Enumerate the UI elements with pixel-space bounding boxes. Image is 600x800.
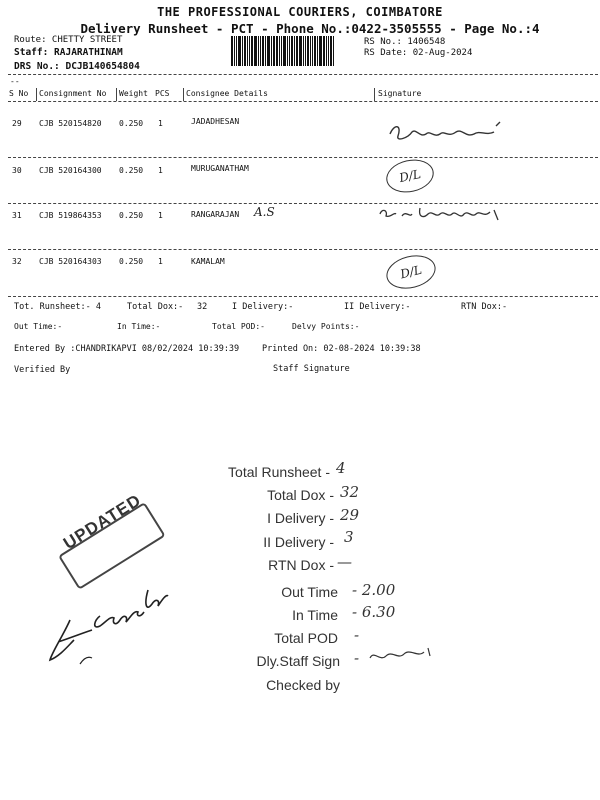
row-sno: 30 [12,166,22,175]
signature-scribble [376,204,506,228]
note-total-pod-value: - [354,626,360,644]
note-rtn-dox-value: — [337,553,352,571]
row-consignee: JADADHESAN [191,117,240,126]
divider [8,101,598,102]
barcode-bar [251,36,253,66]
barcode-bar [231,36,233,66]
company-title: THE PROFESSIONAL COURIERS, COIMBATORE [157,5,443,19]
barcode-bar [254,36,257,66]
barcode-bar [258,36,259,66]
barcode-image [231,36,354,66]
handwritten-signature [40,560,200,670]
barcode-bar [303,36,304,66]
row-consignment: CJB 520164300 [39,166,102,175]
barcode-bar [291,36,293,66]
barcode-bar [260,36,261,66]
barcode-bar [244,36,246,66]
row-pcs: 1 [158,119,163,128]
note-ii-delivery-label: II Delivery - [263,534,334,550]
row-sno: 32 [12,257,22,266]
barcode-bar [326,36,327,66]
barcode-bar [238,36,241,66]
note-total-runsheet-label: Total Runsheet - [228,464,330,480]
barcode-bar [249,36,250,66]
barcode-bar [296,36,298,66]
note-total-pod-label: Total POD [274,630,338,646]
staff-signature-scribble [366,644,436,666]
barcode-bar [247,36,248,66]
rs-date: RS Date: 02-Aug-2024 [364,48,473,58]
signature-circle-text: D/L [398,262,424,282]
divider [8,203,598,204]
barcode-bar [271,36,272,66]
barcode-bar [283,36,286,66]
column-separator [183,88,184,101]
i-delivery: I Delivery:- [232,302,294,312]
row-pcs: 1 [158,166,163,175]
note-total-dox-value: 32 [340,483,360,501]
barcode-bar [294,36,295,66]
route-text: Route: CHETTY STREET [14,35,123,45]
ii-delivery: II Delivery:- [344,302,411,312]
row-consignment: CJB 520154820 [39,119,102,128]
row-consignee: KAMALAM [191,257,225,266]
total-pod: Total POD:- [212,322,265,331]
note-i-delivery-value: 29 [340,506,360,524]
divider [8,249,598,250]
row-weight: 0.250 [119,257,144,266]
column-header-consignment: Consignment No [39,89,107,98]
rtn-dox: RTN Dox:- [461,302,508,312]
column-header-sno: S No [9,89,29,98]
row-weight: 0.250 [119,211,144,220]
signature-circle-text: D/L [397,166,423,186]
total-dox-value: 32 [197,302,208,312]
signature-circle-stamp [383,155,437,196]
consignee-handwritten-initials: A.S [254,205,275,219]
barcode-bar [305,36,306,66]
note-staff-sign-value: - [354,649,360,667]
barcode-bar [312,36,313,66]
updated-stamp: UPDATED [60,490,145,554]
column-header-consignee: Consignee Details [186,89,268,98]
note-out-time-value: - 2.00 [352,581,396,599]
entered-by: Entered By :CHANDRIKAPVI 08/02/2024 10:39:39 [14,344,240,354]
note-rtn-dox-label: RTN Dox - [268,557,334,573]
note-ii-delivery-value: 3 [344,528,354,546]
divider [8,74,598,75]
row-sno: 31 [12,211,22,220]
row-pcs: 1 [158,211,163,220]
row-consignee: RANGARAJAN [191,210,240,219]
column-separator [374,88,375,101]
staff-text: Staff: RAJARATHINAM [14,47,123,58]
note-staff-sign-label: Dly.Staff Sign [256,653,340,669]
barcode-bar [319,36,322,66]
barcode-bar [330,36,332,66]
row-weight: 0.250 [119,166,144,175]
note-checked-by-label: Checked by [266,677,340,693]
signature-circle-stamp [383,250,439,293]
total-dox-label: Total Dox:- [127,302,184,312]
column-separator [116,88,117,101]
verified-by: Verified By [14,365,71,375]
rs-number: RS No.: 1406548 [364,37,446,47]
column-header-signature: Signature [378,89,422,98]
runsheet-subtitle: Delivery Runsheet - PCT - Phone No.:0422-3505555 - Page No.:4 [80,21,540,36]
note-total-runsheet-value: 4 [336,459,346,477]
in-time: In Time:- [117,322,161,331]
tot-runsheet: Tot. Runsheet:- 4 [14,302,101,312]
row-sno: 29 [12,119,22,128]
barcode-bar [242,36,243,66]
barcode-bar [267,36,270,66]
barcode-bar [299,36,302,66]
barcode-bar [289,36,290,66]
barcode-bar [333,36,334,66]
row-pcs: 1 [158,257,163,266]
row-consignment: CJB 519864353 [39,211,102,220]
staff-signature-label: Staff Signature [273,364,350,374]
divider [8,157,598,158]
signature-scribble [386,120,516,146]
barcode-bar [273,36,275,66]
note-total-dox-label: Total Dox - [267,487,334,503]
barcode-bar [265,36,266,66]
barcode-bar [276,36,278,66]
column-header-weight: Weight [119,89,148,98]
note-in-time-label: In Time [292,607,338,623]
barcode-bar [287,36,288,66]
divider [8,296,598,297]
barcode-bar [314,36,316,66]
note-out-time-label: Out Time [281,584,338,600]
row-consignee: MURUGANATHAM [191,164,249,173]
row-weight: 0.250 [119,119,144,128]
barcode-bar [281,36,282,66]
column-separator [36,88,37,101]
delivery-points: Delvy Points:- [292,322,360,331]
barcode-bar [236,36,237,66]
barcode-bar [234,36,235,66]
column-header-pcs: PCS [155,89,170,98]
barcode-bar [262,36,264,66]
drs-number: DRS No.: DCJB140654804 [14,61,140,72]
barcode-bar [307,36,309,66]
out-time: Out Time:- [14,322,63,331]
barcode-bar [323,36,325,66]
printed-on: Printed On: 02-08-2024 10:39:38 [262,344,421,354]
note-in-time-value: - 6.30 [352,603,396,621]
row-consignment: CJB 520164303 [39,257,102,266]
barcode-bar [310,36,311,66]
header-prefix: -- [10,77,20,86]
barcode-bar [317,36,318,66]
note-i-delivery-label: I Delivery - [267,510,334,526]
barcode-bar [279,36,280,66]
barcode-bar [328,36,329,66]
